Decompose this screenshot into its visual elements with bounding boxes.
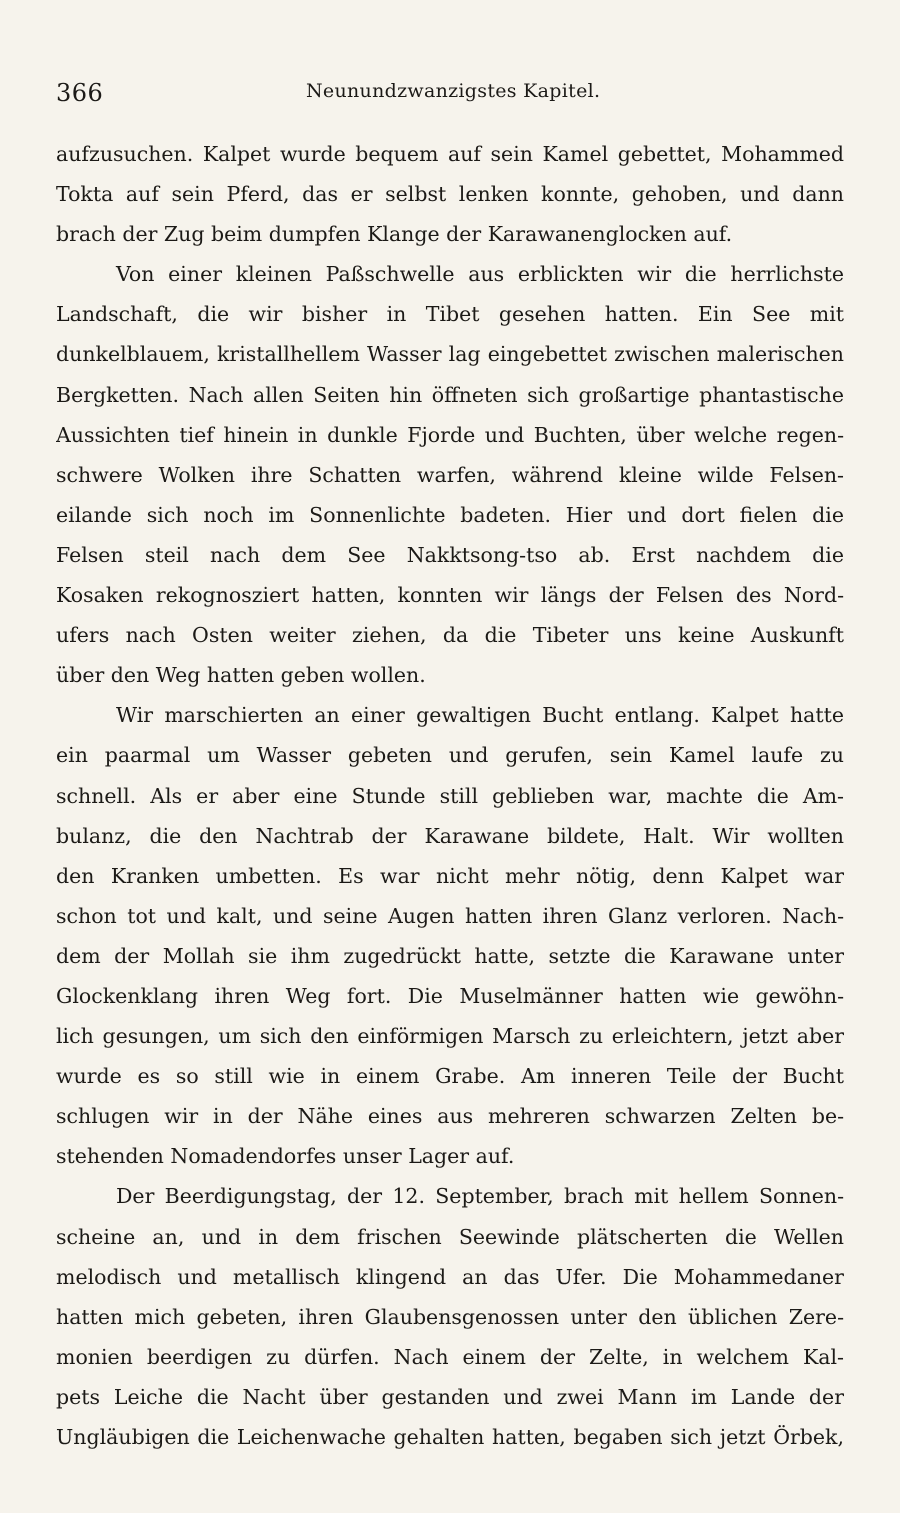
text-line: stehenden Nomadendorfes unser Lager auf. (56, 1144, 515, 1169)
text-line: schon tot und kalt, und seine Augen hatten ihren Glanz verloren. Nach- (56, 903, 844, 928)
text-line: Der Beerdigungstag, der 12. September, brach mit hellem Sonnen- (116, 1184, 844, 1209)
text-line: Von einer kleinen Paßschwelle aus erblickten wir die herrlichste (116, 262, 844, 287)
page-number: 366 (56, 79, 104, 107)
text-line: aufzusuchen. Kalpet wurde bequem auf sein Kamel gebettet, Mohammed (56, 142, 844, 166)
text-line: Kosaken rekognosziert hatten, konnten wir längs der Felsen des Nord- (56, 583, 844, 608)
text-line: schlugen wir in der Nähe eines aus mehreren schwarzen Zelten be- (56, 1104, 844, 1129)
text-line: monien beerdigen zu dürfen. Nach einem der Zelte, in welchem Kal- (56, 1344, 844, 1369)
text-line: schnell. Als er aber eine Stunde still geblieben war, machte die Am- (56, 783, 844, 808)
text-line: dem der Mollah sie ihm zugedrückt hatte, setzte die Karawane unter (56, 943, 844, 968)
text-line: brach der Zug beim dumpfen Klange der Karawanenglocken auf. (56, 222, 733, 247)
text-line: melodisch und metallisch klingend an das Ufer. Die Mohammedaner (56, 1264, 844, 1289)
text-line: pets Leiche die Nacht über gestanden und zwei Mann im Lande der (56, 1384, 844, 1409)
text-line: Landschaft, die wir bisher in Tibet gesehen hatten. Ein See mit (56, 302, 844, 327)
text-line: schwere Wolken ihre Schatten warfen, während kleine wilde Felsen- (56, 462, 844, 487)
text-line: über den Weg hatten geben wollen. (56, 663, 426, 688)
text-line: ufers nach Osten weiter ziehen, da die Tibeter uns keine Auskunft (56, 623, 844, 648)
text-line: eilande sich noch im Sonnenlichte badeten. Hier und dort fielen die (56, 502, 844, 527)
text-line: bulanz, die den Nachtrab der Karawane bildete, Halt. Wir wollten (56, 823, 844, 848)
text-line: wurde es so still wie in einem Grabe. Am inneren Teile der Bucht (56, 1064, 844, 1089)
text-line: Wir marschierten an einer gewaltigen Bucht entlang. Kalpet hatte (116, 703, 844, 728)
text-line: dunkelblauem, kristallhellem Wasser lag eingebettet zwischen malerischen (56, 342, 844, 367)
running-title: Neunundzwanzigstes Kapitel. (306, 80, 601, 102)
text-line: lich gesungen, um sich den einförmigen Marsch zu erleichtern, jetzt aber (56, 1024, 844, 1049)
text-line: hatten mich gebeten, ihren Glaubensgenossen unter den üblichen Zere- (56, 1304, 844, 1329)
text-line: scheine an, und in dem frischen Seewinde plätscherten die Wellen (56, 1224, 844, 1249)
text-line: Tokta auf sein Pferd, das er selbst lenken konnte, gehoben, und dann (56, 182, 844, 207)
text-line: Felsen steil nach dem See Nakktsong-tso ab. Erst nachdem die (56, 542, 844, 567)
text-line: Glockenklang ihren Weg fort. Die Muselmänner hatten wie gewöhn- (56, 983, 844, 1008)
text-line: den Kranken umbetten. Es war nicht mehr nötig, denn Kalpet war (56, 863, 844, 888)
page-header (56, 72, 846, 112)
body-text (56, 134, 844, 1457)
text-line: Ungläubigen die Leichenwache gehalten hatten, begaben sich jetzt Örbek, (56, 1425, 844, 1449)
text-line: Aussichten tief hinein in dunkle Fjorde und Buchten, über welche regen- (56, 422, 844, 447)
text-line: Bergketten. Nach allen Seiten hin öffneten sich großartige phantastische (56, 382, 844, 407)
text-line: ein paarmal um Wasser gebeten und gerufen, sein Kamel laufe zu (56, 743, 844, 768)
